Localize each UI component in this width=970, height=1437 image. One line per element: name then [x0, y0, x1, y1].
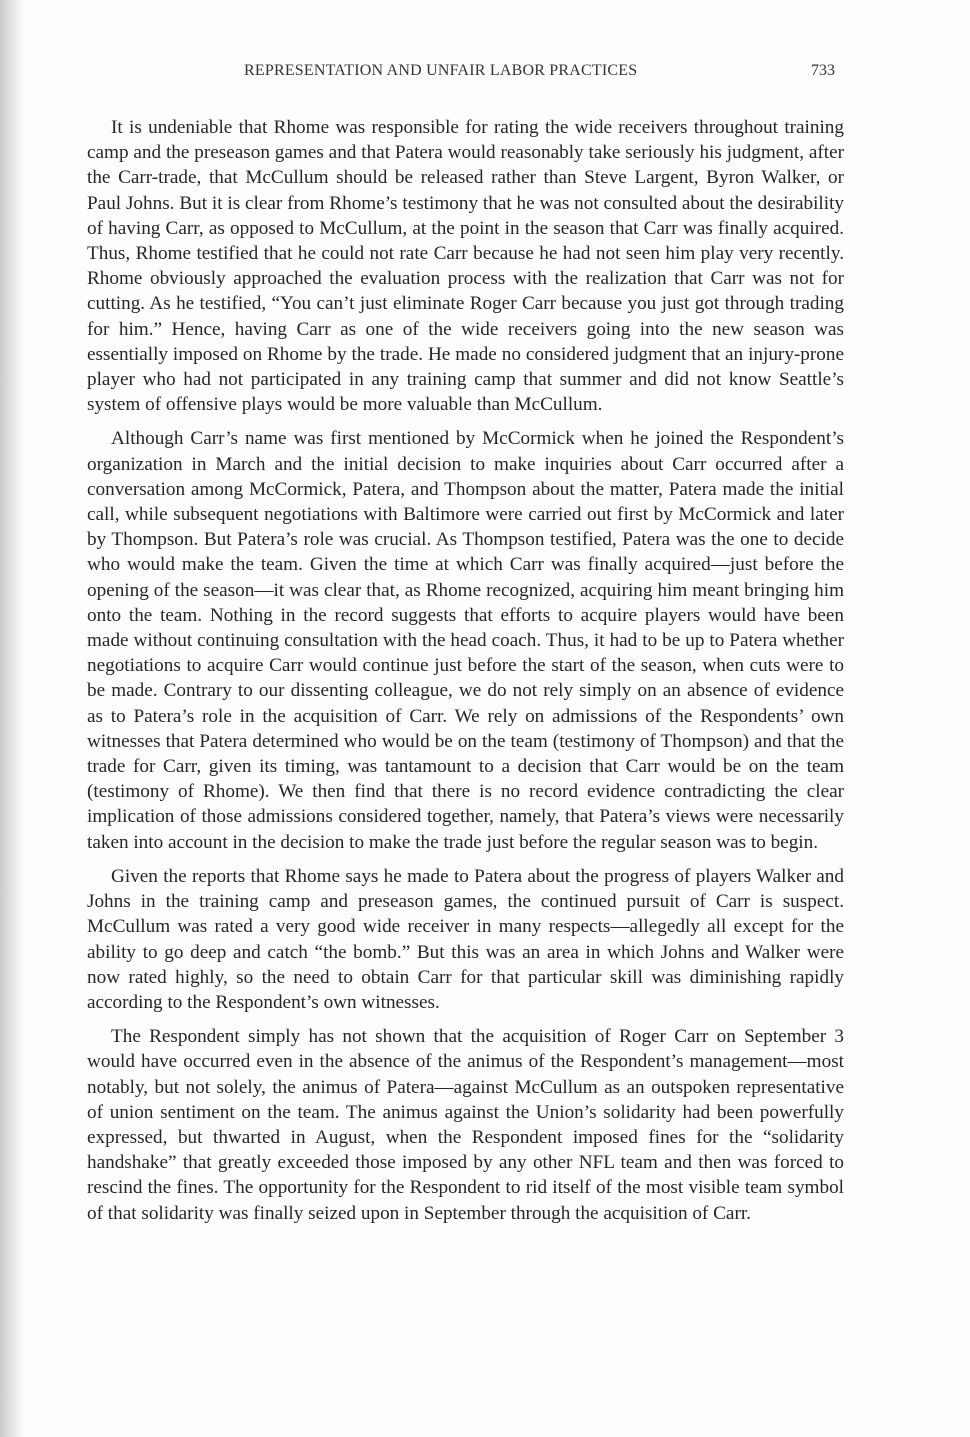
paragraph: Although Carr’s name was first mentioned by McCormick when he joined the Respondent’s organization in March and the initial decision to make inquiries about Carr occurred after a conversation among McCormick, Patera, and Thompson about the matter, Patera made the initial call, while subsequent negotiations with Baltimore were carried out first by McCormick and later by Thompson. But Patera’s role was crucial. As Thompson testified, Patera was the one to decide who would make the team. Given the time at which Carr was finally acquired—just before the opening of the season—it was clear that, as Rhome recognized, acquiring him meant bringing him onto the team. Nothing in the record suggests that efforts to acquire players would have been made without continuing consultation with the head coach. Thus, it had to be up to Patera whether negotiations to acquire Carr would continue just before the start of the season, when cuts were to be made. Contrary to our dissenting colleague, we do not rely simply on an absence of evidence as to Patera’s role in the acquisition of Carr. We rely on admissions of the Respondents’ own witnesses that Patera determined who would be on the team (testimony of Thompson) and that the trade for Carr, given its timing, was tantamount to a decision that Carr would be on the team (testimony of Rhome). We then find that there is no record evidence contradicting the clear implication of those admissions considered together, namely, that Patera’s views were necessarily taken into account in the decision to make the trade just before the regular season was to begin. [87, 428, 844, 853]
page-number: 733 [811, 62, 835, 79]
running-head: REPRESENTATION AND UNFAIR LABOR PRACTICES [244, 62, 638, 79]
body-text [87, 115, 844, 1235]
paragraph: The Respondent simply has not shown that the acquisition of Roger Carr on September 3 would have occurred even in the absence of the animus of the Respondent’s management—most notably, but not solely, the animus of Patera—against McCullum as an outspoken representative of union sentiment on the team. The animus against the Union’s solidarity had been powerfully expressed, but thwarted in August, when the Respondent imposed fines for the “solidarity handshake” that greatly exceeded those imposed by any other NFL team and then was forced to rescind the fines. The opportunity for the Respondent to rid itself of the most visible team symbol of that solidarity was finally seized upon in September through the acquisition of Carr. [87, 1026, 844, 1224]
paragraph: It is undeniable that Rhome was responsible for rating the wide receivers throughout training camp and the preseason games and that Patera would reasonably take seriously his judgment, after the Carr-trade, that McCullum should be released rather than Steve Largent, Byron Walker, or Paul Johns. But it is clear from Rhome’s testimony that he was not consulted about the desirability of having Carr, as opposed to McCullum, at the point in the season that Carr was finally acquired. Thus, Rhome testified that he could not rate Carr because he had not seen him play very recently. Rhome obviously approached the evaluation process with the realization that Carr was not for cutting. As he testified, “You can’t just eliminate Roger Carr because you just got through trading for him.” Hence, having Carr as one of the wide receivers going into the new season was essentially imposed on Rhome by the trade. He made no considered judgment that an injury-prone player who had not participated in any training camp that summer and did not know Seattle’s system of offensive plays would be more valuable than McCullum. [87, 117, 844, 416]
paragraph: Given the reports that Rhome says he made to Patera about the progress of players Walker and Johns in the training camp and preseason games, the continued pursuit of Carr is suspect. McCullum was rated a very good wide receiver in many respects—allegedly all except for the ability to go deep and catch “the bomb.” But this was an area in which Johns and Walker were now rated highly, so the need to obtain Carr for that particular skill was diminishing rapidly according to the Respondent’s own witnesses. [87, 865, 844, 1013]
